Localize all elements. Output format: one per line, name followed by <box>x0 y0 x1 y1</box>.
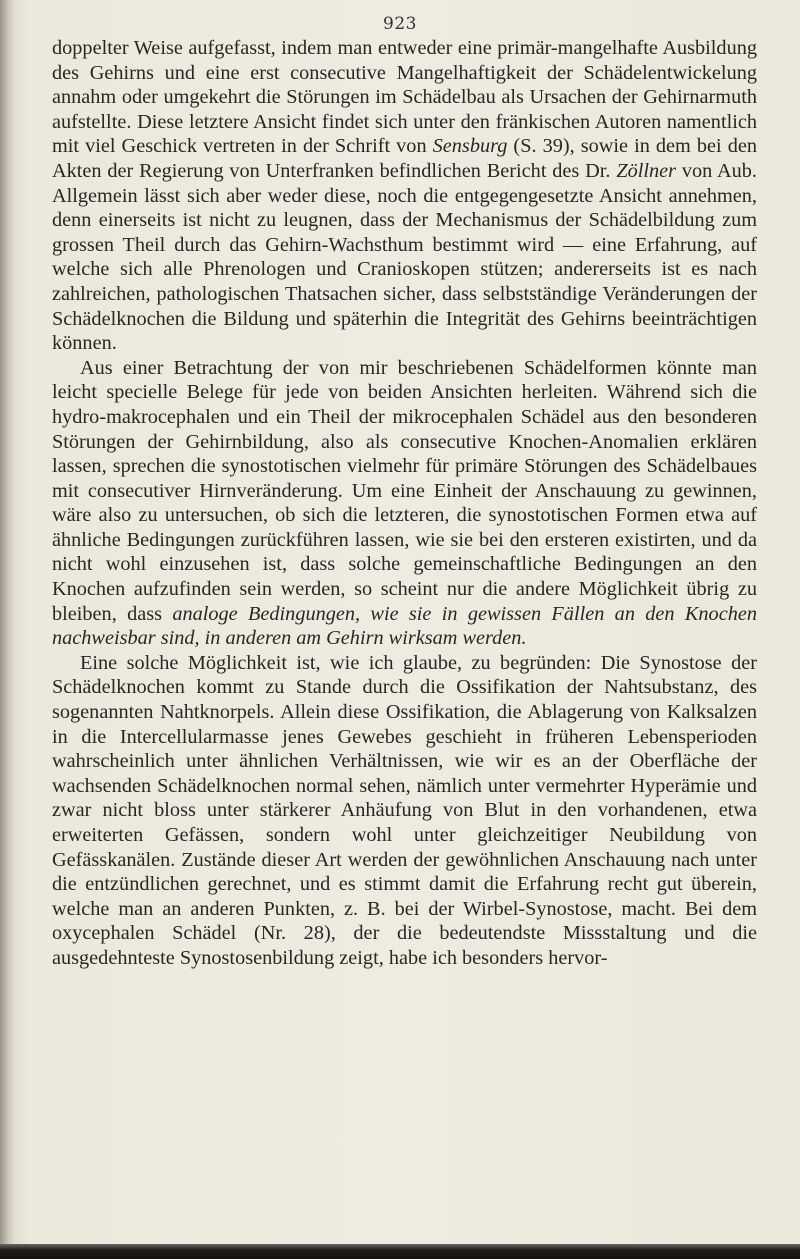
italic-run: Sensburg <box>432 135 508 158</box>
paragraph <box>52 36 757 356</box>
text-run: Eine solche Möglichkeit ist, wie ich glaube, zu begründen: Die Synostose der Schädelknochen kommt zu Stande durch die Ossifikation der Nahtsubstanz, des sogenannten Nahtknorpels. Allein diese Ossifikation, die Ablagerung von Kalksalzen in die Intercellularmasse jenes Gewebes geschieht in früheren Lebensperioden wahrscheinlich unter ähnlichen Verhältnissen, wie wir es an der Oberfläche der wachsenden Schädelknochen normal sehen, nämlich unter vermehrter Hyperämie und zwar nicht bloss unter stärkerer Anhäufung von Blut in den vorhandenen, etwa erweiterten Gefässen, sondern wohl unter gleichzeitiger Neubildung von Gefässkanälen. Zustände dieser Art werden der gewöhnlichen Anschauung nach unter die entzündlichen gerechnet, und es stimmt damit die Erfahrung recht gut überein, welche man an anderen Punkten, z. B. bei der Wirbel-Synostose, macht. Bei dem oxycephalen Schädel (Nr. 28), der die bedeutendste Missstaltung und die ausgedehnteste Synostosenbildung zeigt, habe ich besonders hervor- <box>52 651 757 969</box>
scan-edge-shadow <box>0 1244 800 1259</box>
italic-run: Zöllner <box>616 159 677 182</box>
italic-run: analoge Bedingungen, wie sie in gewissen Fällen an den Knochen nachweisbar sind, in anderen am Gehirn wirksam werden. <box>52 602 757 650</box>
paragraph <box>52 651 757 971</box>
text-run: doppelter Weise aufgefasst, indem man entweder eine primär-mangelhafte Ausbildung des Gehirns und eine erst consecutive Mangelhaftigkeit der Schädelentwickelung annahm oder umgekehrt die Störungen im Schädelbau als Ursachen der Gehirnarmuth aufstellte. Diese letztere Ansicht findet sich unter den fränkischen Autoren namentlich mit viel Geschick vertreten in der Schrift von <box>52 37 757 158</box>
body-text <box>52 36 757 971</box>
paragraph <box>52 356 757 651</box>
text-run: (S. 39), sowie in dem bei den Akten der Regierung von Unterfranken befindlichen Bericht des Dr. <box>52 135 757 182</box>
text-run: Aus einer Betrachtung der von mir beschriebenen Schädelformen könnte man leicht specielle Belege für jede von beiden Ansichten herleiten. Während sich die hydro-makrocephalen und ein Theil der mikrocephalen Schädel aus den besonderen Störungen der Gehirnbildung, also als consecutive Knochen-Anomalien erklären lassen, sprechen die synostotischen vielmehr für primäre Störungen des Schädelbaues mit consecutiver Hirnveränderung. Um eine Einheit der Anschauung zu gewinnen, wäre also zu untersuchen, ob sich die letzteren, die synostotischen Formen etwa auf ähnliche Bedingungen zurückführen lassen, wie sie bei den ersteren existirten, und da nicht wohl einzusehen ist, dass solche gemeinschaftliche Bedingungen an den Knochen aufzufinden sein werden, so scheint nur die andere Möglichkeit übrig zu bleiben, dass <box>52 356 757 625</box>
text-run: von Aub. Allgemein lässt sich aber weder diese, noch die entgegengesetzte Ansicht annehmen, denn einerseits ist nicht zu leugnen, dass der Mechanismus der Schädelbildung zum grossen Theil durch das Gehirn-Wachsthum bestimmt wird — eine Erfahrung, auf welche sich alle Phrenologen und Cranioskopen stützen; andererseits ist es nach zahlreichen, pathologischen Thatsachen sicher, dass selbstständige Veränderungen der Schädelknochen die Bildung und späterhin die Integrität des Gehirns beeinträchtigen können. <box>52 159 757 355</box>
page-gutter-shadow <box>0 0 14 1259</box>
page-number: 923 <box>383 14 417 34</box>
